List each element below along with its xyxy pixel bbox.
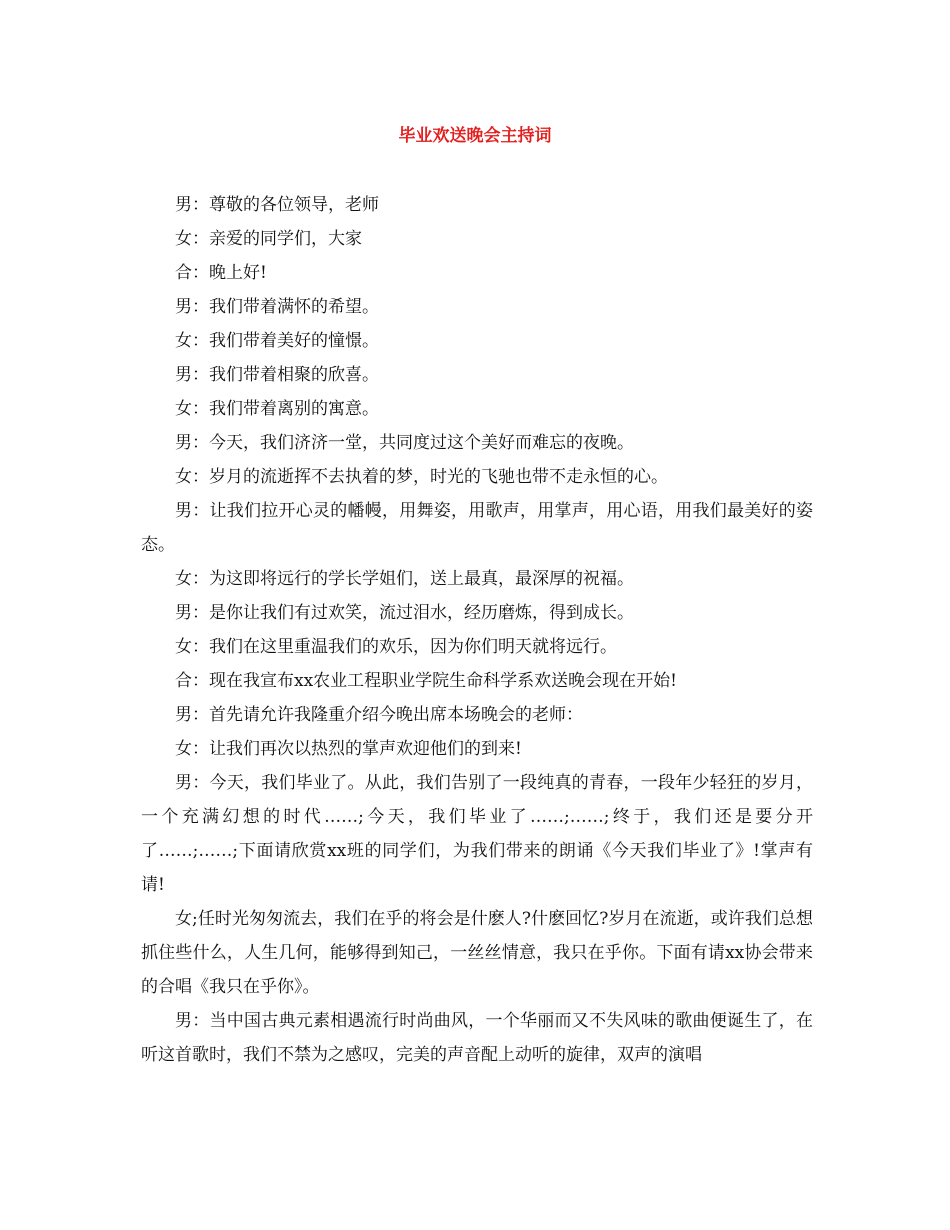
paragraph: 男：我们带着相聚的欣喜。 [175,365,379,385]
paragraph: 男：尊敬的各位领导，老师 [175,195,379,215]
paragraph: 男：当中国古典元素相遇流行时尚曲风，一个华丽而又不失风味的歌曲便诞生了，在听这首歌时，我们不禁为之感叹，完美的声音配上动听的旋律，双声的演唱 [141,1011,813,1065]
paragraph: 女：我们带着离别的寓意。 [175,399,379,419]
document-title: 毕业欢送晚会主持词 [398,126,552,146]
paragraph: 女：亲爱的同学们，大家 [175,229,362,249]
paragraph: 女：岁月的流逝挥不去执着的梦，时光的飞驰也带不走永恒的心。 [175,467,668,487]
paragraph: 女：让我们再次以热烈的掌声欢迎他们的到来! [175,739,522,759]
paragraph: 女;任时光匆匆流去，我们在乎的将会是什麽人?什麽回忆?岁月在流逝，或许我们总想抓住些什么，人生几何，能够得到知己，一丝丝情意，我只在乎你。下面有请xx协会带来的合唱《我只在乎你》。 [141,909,813,997]
paragraph: 合：晚上好! [175,263,267,283]
paragraph: 女：为这即将远行的学长学姐们，送上最真，最深厚的祝福。 [175,569,634,589]
paragraph: 女：我们在这里重温我们的欢乐，因为你们明天就将远行。 [175,637,617,657]
paragraph: 男：是你让我们有过欢笑，流过泪水，经历磨炼，得到成长。 [175,603,634,623]
document-body [141,188,813,1072]
paragraph: 男：让我们拉开心灵的幡幔，用舞姿，用歌声，用掌声，用心语，用我们最美好的姿态。 [141,501,813,555]
paragraph: 女：我们带着美好的憧憬。 [175,331,379,351]
paragraph: 男：首先请允许我隆重介绍今晚出席本场晚会的老师： [175,705,583,725]
paragraph: 男：今天，我们毕业了。从此，我们告别了一段纯真的青春，一段年少轻狂的岁月，一个充满幻想的时代……;今天，我们毕业了……;……;终于，我们还是要分开了……;……;下面请欣赏xx班的同学们，为我们带来的朗诵《今天我们毕业了》!掌声有请! [141,773,813,895]
paragraph: 男：今天，我们济济一堂，共同度过这个美好而难忘的夜晚。 [175,433,634,453]
paragraph: 男：我们带着满怀的希望。 [175,297,379,317]
paragraph: 合：现在我宣布xx农业工程职业学院生命科学系欢送晚会现在开始! [175,671,678,691]
